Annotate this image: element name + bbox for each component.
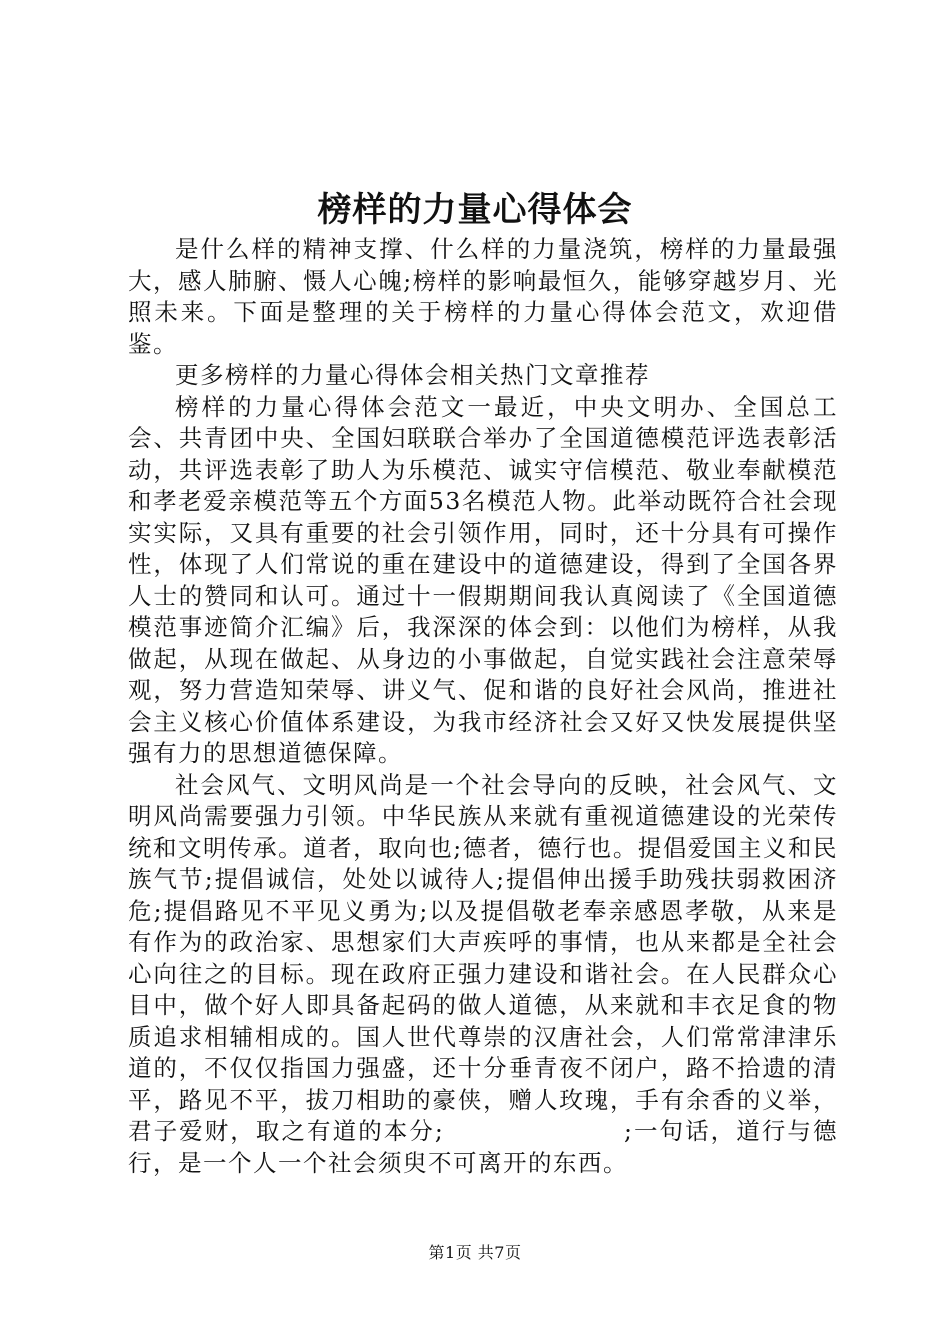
page-footer: 第1页 共7页 [428,1243,522,1262]
document-title: 榜样的力量心得体会 [317,190,633,230]
paragraph-intro: 是什么样的精神支撑、什么样的力量浇筑，榜样的力量最强大，感人肺腑、慑人心魄;榜样的影响最恒久，能够穿越岁月、光照未来。下面是整理的关于榜样的力量心得体会范文，欢迎借鉴。 [128,235,838,358]
paragraph-essay-one: 榜样的力量心得体会范文一最近，中央文明办、全国总工会、共青团中央、全国妇联联合举办了全国道德模范评选表彰活动，共评选表彰了助人为乐模范、诚实守信模范、敬业奉献模范和孝老爱亲模范等五个方面53名模范人物。此举动既符合社会现实实际，又具有重要的社会引领作用，同时，还十分具有可操作性，体现了人们常说的重在建设中的道德建设，得到了全国各界人士的赞同和认可。通过十一假期期间我认真阅读了《全国道德模范事迹简介汇编》后，我深深的体会到：以他们为榜样，从我做起，从现在做起、从身边的小事做起，自觉实践社会注意荣辱观，努力营造知荣辱、讲义气、促和谐的良好社会风尚，推进社会主义核心价值体系建设，为我市经济社会又好又快发展提供坚强有力的思想道德保障。 [128,392,838,767]
paragraph-recommend-link: 更多榜样的力量心得体会相关热门文章推荐 [175,361,650,389]
document-body [128,234,838,1179]
paragraph-social-morals: 社会风气、文明风尚是一个社会导向的反映，社会风气、文明风尚需要强力引领。中华民族从来就有重视道德建设的光荣传统和文明传承。道者，取向也;德者，德行也。提倡爱国主义和民族气节;提倡诚信，处处以诚待人;提倡伸出援手助残扶弱救困济危;提倡路见不平见义勇为;以及提倡敬老奉亲感恩孝敬，从来是有作为的政治家、思想家们大声疾呼的事情，也从来都是全社会心向往之的目标。现在政府正强力建设和谐社会。在人民群众心目中，做个好人即具备起码的做人道德，从来就和丰衣足食的物质追求相辅相成的。国人世代尊崇的汉唐社会，人们常常津津乐道的，不仅仅指国力强盛，还十分垂青夜不闭户，路不拾遗的清平，路见不平，拔刀相助的豪侠，赠人玫瑰，手有余香的义举，君子爱财，取之有道的本分; ;一句话，道行与德行，是一个人一个社会须臾不可离开的东西。 [128,770,838,1177]
